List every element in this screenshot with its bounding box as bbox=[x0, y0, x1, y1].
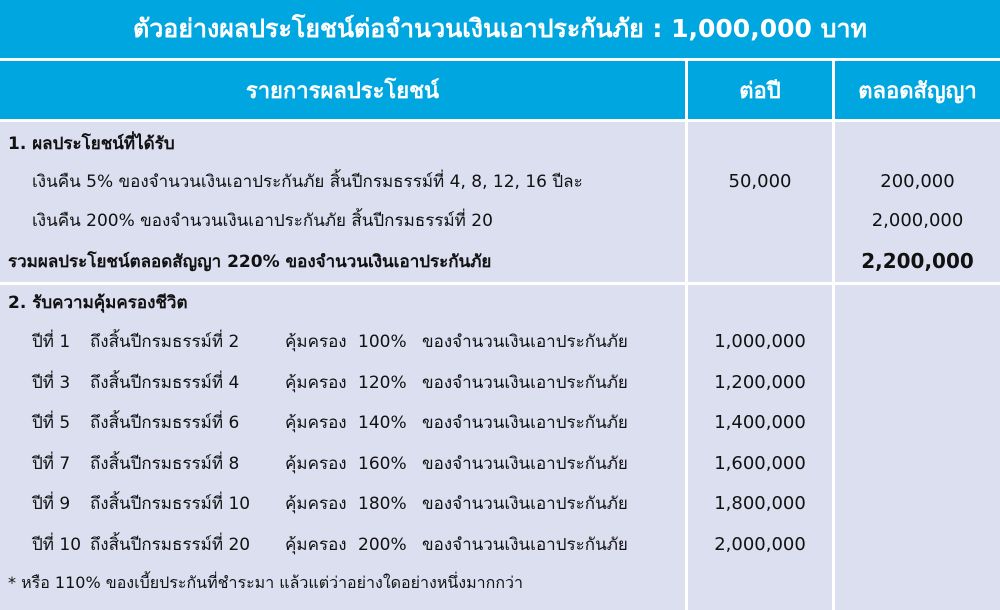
coverage-row-until: ถึงสิ้นปีกรมธรรม์ที่ 6 bbox=[90, 413, 240, 433]
section-benefits-heading: 1. ผลประโยชน์ที่ได้รับ bbox=[8, 134, 175, 154]
coverage-row-percent: 180% bbox=[358, 494, 407, 514]
section-life-coverage bbox=[0, 285, 1000, 610]
benefit-row-label: เงินคืน 5% ของจำนวนเงินเอาประกันภัย สิ้นปีกรมธรรม์ที่ 4, 8, 12, 16 ปีละ bbox=[32, 172, 583, 192]
coverage-row-amount: 1,000,000 bbox=[714, 331, 806, 352]
coverage-row-amount: 1,400,000 bbox=[714, 412, 806, 433]
coverage-row-year: ปีที่ 7 bbox=[32, 454, 71, 474]
coverage-row-of: ของจำนวนเงินเอาประกันภัย bbox=[422, 413, 628, 433]
benefit-sum-label: รวมผลประโยชน์ตลอดสัญญา 220% ของจำนวนเงินเอาประกันภัย bbox=[8, 252, 492, 272]
coverage-row-until: ถึงสิ้นปีกรมธรรม์ที่ 4 bbox=[90, 373, 240, 393]
coverage-row-year: ปีที่ 3 bbox=[32, 373, 71, 393]
footnote: * หรือ 110% ของเบี้ยประกันที่ชำระมา แล้วแต่ว่าอย่างใดอย่างหนึ่งมากกว่า bbox=[8, 573, 523, 592]
column-header-per-year: ต่อปี bbox=[688, 61, 832, 119]
column-divider bbox=[832, 285, 835, 610]
coverage-row-year: ปีที่ 5 bbox=[32, 413, 71, 433]
coverage-row-percent: 140% bbox=[358, 413, 407, 433]
coverage-row-amount: 1,200,000 bbox=[714, 372, 806, 393]
coverage-row-cover: คุ้มครอง bbox=[285, 413, 347, 433]
coverage-row-amount: 2,000,000 bbox=[714, 534, 806, 555]
column-divider bbox=[685, 122, 688, 282]
section-benefits bbox=[0, 122, 1000, 282]
benefit-sum-total: 2,200,000 bbox=[861, 249, 974, 273]
coverage-row-percent: 100% bbox=[358, 332, 407, 352]
coverage-row-until: ถึงสิ้นปีกรมธรรม์ที่ 8 bbox=[90, 454, 240, 474]
coverage-row-of: ของจำนวนเงินเอาประกันภัย bbox=[422, 332, 628, 352]
table-title: ตัวอย่างผลประโยชน์ต่อจำนวนเงินเอาประกันภัย : 1,000,000 บาท bbox=[0, 0, 1000, 58]
column-header-total: ตลอดสัญญา bbox=[835, 61, 1000, 119]
coverage-row-cover: คุ้มครอง bbox=[285, 373, 347, 393]
coverage-row-until: ถึงสิ้นปีกรมธรรม์ที่ 2 bbox=[90, 332, 240, 352]
coverage-row-of: ของจำนวนเงินเอาประกันภัย bbox=[422, 535, 628, 555]
coverage-row-cover: คุ้มครอง bbox=[285, 454, 347, 474]
coverage-row-year: ปีที่ 10 bbox=[32, 535, 82, 555]
coverage-row-of: ของจำนวนเงินเอาประกันภัย bbox=[422, 454, 628, 474]
benefit-row-per-year: 50,000 bbox=[728, 171, 792, 192]
coverage-row-year: ปีที่ 1 bbox=[32, 332, 71, 352]
column-header-item: รายการผลประโยชน์ bbox=[0, 61, 685, 119]
coverage-row-cover: คุ้มครอง bbox=[285, 494, 347, 514]
coverage-row-of: ของจำนวนเงินเอาประกันภัย bbox=[422, 494, 628, 514]
coverage-row-year: ปีที่ 9 bbox=[32, 494, 71, 514]
coverage-row-cover: คุ้มครอง bbox=[285, 535, 347, 555]
coverage-row-until: ถึงสิ้นปีกรมธรรม์ที่ 20 bbox=[90, 535, 251, 555]
coverage-row-cover: คุ้มครอง bbox=[285, 332, 347, 352]
coverage-row-percent: 120% bbox=[358, 373, 407, 393]
benefit-row-total: 2,000,000 bbox=[871, 210, 964, 231]
coverage-row-percent: 200% bbox=[358, 535, 407, 555]
coverage-row-amount: 1,600,000 bbox=[714, 453, 806, 474]
coverage-row-percent: 160% bbox=[358, 454, 407, 474]
coverage-row-amount: 1,800,000 bbox=[714, 493, 806, 514]
coverage-row-until: ถึงสิ้นปีกรมธรรม์ที่ 10 bbox=[90, 494, 251, 514]
section-coverage-heading: 2. รับความคุ้มครองชีวิต bbox=[8, 293, 188, 313]
benefit-row-label: เงินคืน 200% ของจำนวนเงินเอาประกันภัย สิ้นปีกรมธรรม์ที่ 20 bbox=[32, 211, 493, 231]
benefit-row-total: 200,000 bbox=[880, 171, 955, 192]
coverage-row-of: ของจำนวนเงินเอาประกันภัย bbox=[422, 373, 628, 393]
